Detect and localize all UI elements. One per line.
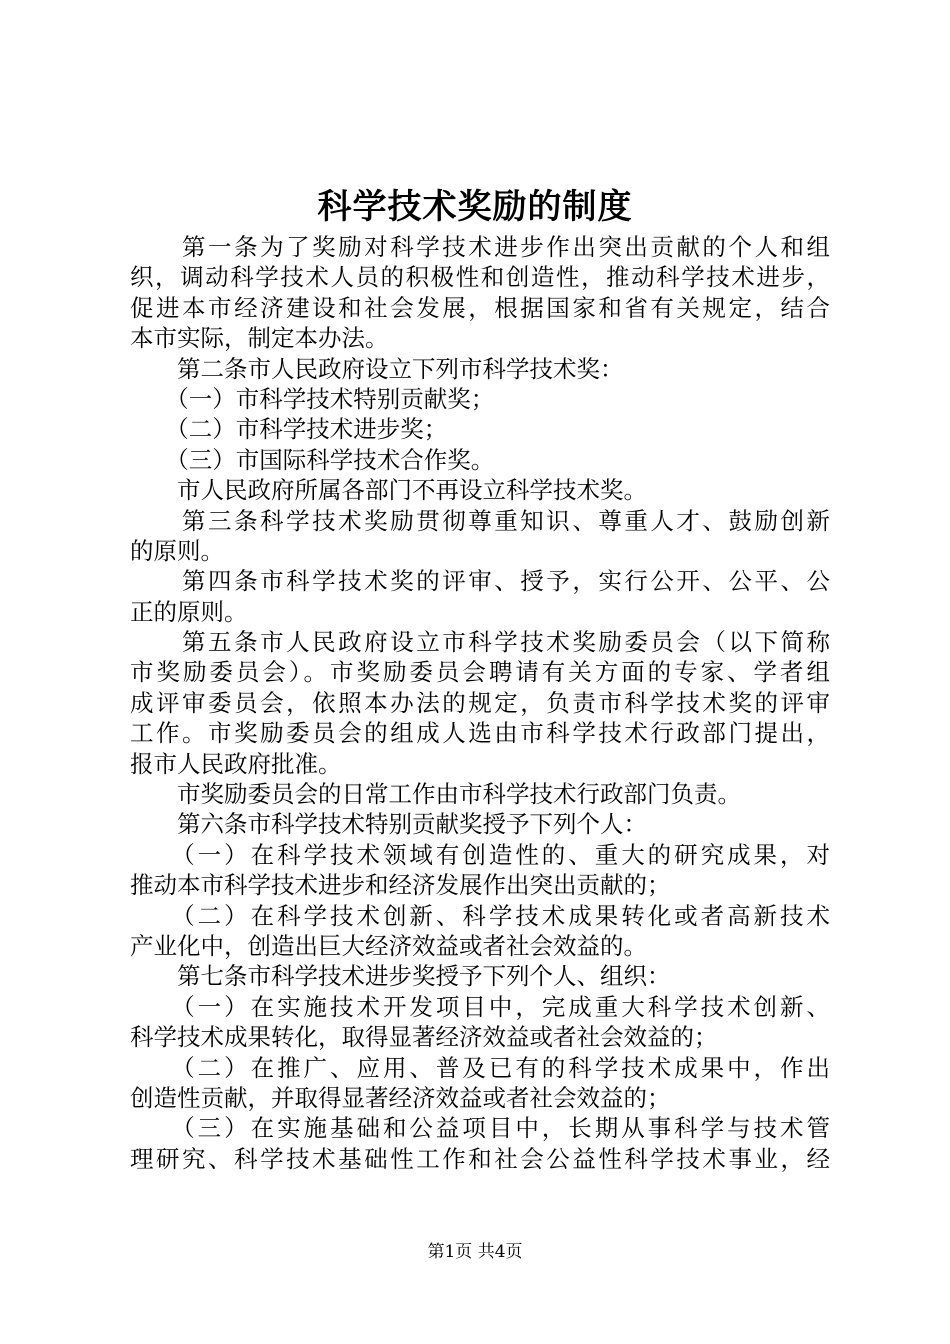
body-line: 的原则。 xyxy=(130,536,224,565)
body-line: 正的原则。 xyxy=(130,597,248,626)
body-line: 第一条为了奖励对科学技术进步作出突出贡献的个人和组 xyxy=(130,233,830,261)
body-line: 第三条科学技术奖励贯彻尊重知识、尊重人才、鼓励创新 xyxy=(130,506,830,535)
body-line: （三）在实施基础和公益项目中，长期从事科学与技术管 xyxy=(130,1114,830,1143)
document-body xyxy=(130,232,830,1174)
body-line: （一）市科学技术特别贡献奖； xyxy=(130,384,495,413)
body-line: 第七条市科学技术进步奖授予下列个人、组织： xyxy=(130,962,671,991)
body-line: 促进本市经济建设和社会发展，根据国家和省有关规定，结合 xyxy=(130,293,830,322)
body-line: 工作。市奖励委员会的组成人选由市科学技术行政部门提出， xyxy=(130,719,830,748)
body-line: 报市人民政府批准。 xyxy=(130,749,342,778)
body-line: 市人民政府所属各部门不再设立科学技术奖。 xyxy=(130,476,647,505)
page-footer: 第1页 共4页 xyxy=(427,1242,523,1262)
body-line: （三）市国际科学技术合作奖。 xyxy=(130,445,495,474)
body-line: 创造性贡献，并取得显著经济效益或者社会效益的； xyxy=(130,1083,671,1112)
document-title: 科学技术奖励的制度 xyxy=(317,187,633,227)
body-line: 市奖励委员会的日常工作由市科学技术行政部门负责。 xyxy=(130,780,741,809)
body-line: （一）在科学技术领域有创造性的、重大的研究成果，对 xyxy=(130,840,830,869)
body-line: 科学技术成果转化，取得显著经济效益或者社会效益的； xyxy=(130,1023,718,1052)
body-line: 产业化中，创造出巨大经济效益或者社会效益的。 xyxy=(130,931,647,960)
body-line: （二）市科学技术进步奖； xyxy=(130,415,448,444)
body-line: 市奖励委员会）。市奖励委员会聘请有关方面的专家、学者组 xyxy=(130,658,830,687)
body-line: （二）在科学技术创新、科学技术成果转化或者高新技术 xyxy=(130,901,830,930)
body-line: 推动本市科学技术进步和经济发展作出突出贡献的； xyxy=(130,871,671,900)
body-line: 第六条市科学技术特别贡献奖授予下列个人： xyxy=(130,810,647,839)
body-line: 织，调动科学技术人员的积极性和创造性，推动科学技术进步， xyxy=(130,263,830,292)
body-line: 第四条市科学技术奖的评审、授予，实行公开、公平、公 xyxy=(130,567,830,596)
body-line: 本市实际，制定本办法。 xyxy=(130,324,389,353)
body-line: （一）在实施技术开发项目中，完成重大科学技术创新、 xyxy=(130,992,830,1021)
body-line: （二）在推广、应用、普及已有的科学技术成果中，作出 xyxy=(130,1053,830,1082)
body-line: 第五条市人民政府设立市科学技术奖励委员会（以下简称 xyxy=(130,628,830,657)
body-line: 成评审委员会，依照本办法的规定，负责市科学技术奖的评审 xyxy=(130,688,830,717)
body-line: 第二条市人民政府设立下列市科学技术奖： xyxy=(130,354,624,383)
body-line: 理研究、科学技术基础性工作和社会公益性科学技术事业，经 xyxy=(130,1144,830,1173)
